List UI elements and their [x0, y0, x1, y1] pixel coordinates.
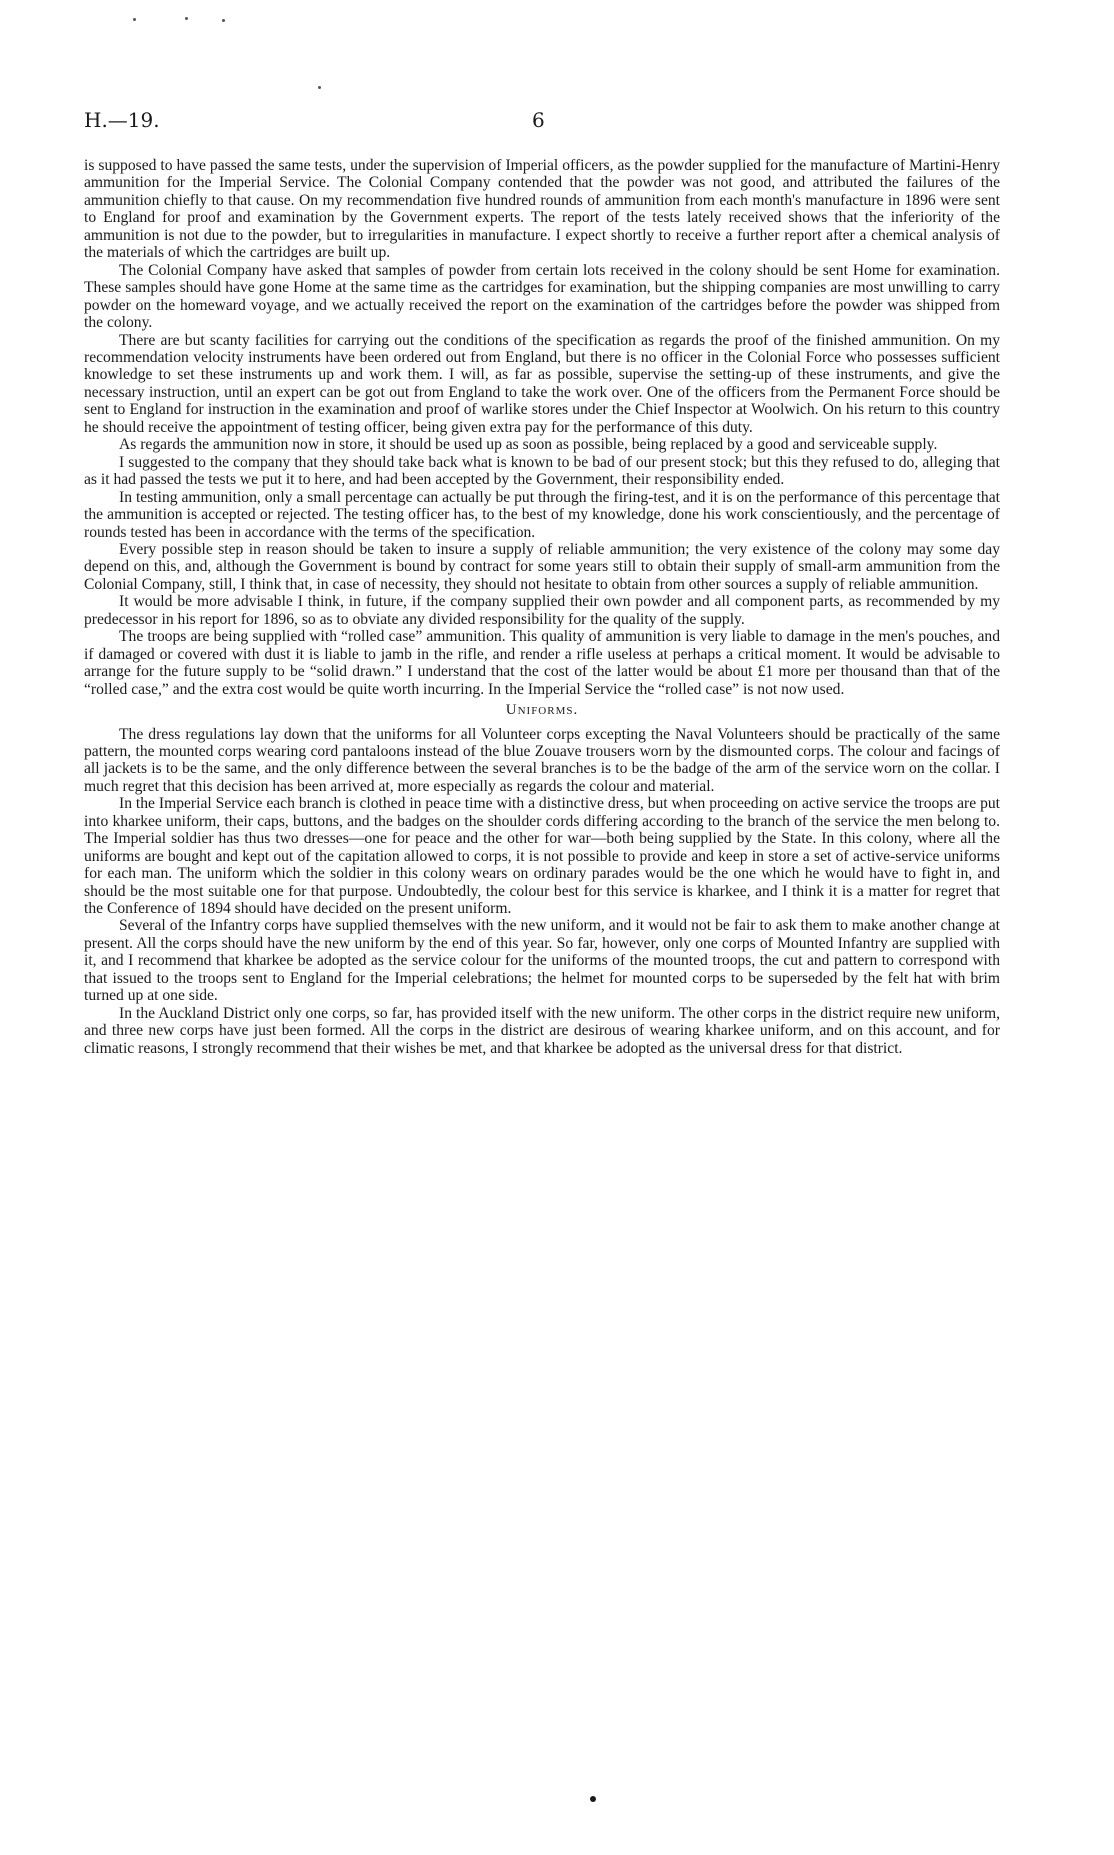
paragraph: Every possible step in reason should be taken to insure a supply of reliable ammunition; the very existence of the colony may some day depend on this, and, although the Government is bound by contract for some years still to obtain their supply of small-arm ammunition from the Colonial Company, still, I think that, in case of necessity, they should not hesitate to obtain from other sources a supply of reliable ammunition. — [84, 540, 1000, 593]
print-speck — [318, 86, 321, 89]
paragraph: is supposed to have passed the same tests, under the supervision of Imperial officers, as the powder supplied for the manufacture of Martini-Henry ammunition for the Imperial Service. The Colonial Company contended that the powder was not good, and attributed the failures of the ammunition chiefly to that cause. On my recommendation five hundred rounds of ammunition from each month's manufacture in 1896 were sent to England for proof and examination by the Government experts. The report of the tests lately received shows that the inferiority of the ammunition is not due to the powder, but to irregularities in manufacture. I expect shortly to receive a further report after a chemical analysis of the materials of which the cartridges are built up. — [84, 157, 1000, 262]
paragraph: The Colonial Company have asked that samples of powder from certain lots received in the colony should be sent Home for examination. These samples should have gone Home at the same time as the cartridges for examination, but the shipping companies are most unwilling to carry powder on the homeward voyage, and we actually received the report on the examination of the cartridges before the powder was shipped from the colony. — [84, 261, 1000, 332]
section-heading-uniforms: Uniforms. — [505, 702, 579, 719]
paragraph: There are but scanty facilities for carrying out the conditions of the specification as regards the proof of the finished ammunition. On my recommendation velocity instruments have been ordered out from England, but there is no officer in the Colonial Force who possesses sufficient knowledge to set these instruments up and work them. I will, as far as possible, supervise the setting-up of these instruments, and give the necessary instruction, until an expert can be got out from England to take the work over. One of the officers from the Permanent Force should be sent to England for instruction in the examination and proof of warlike stores under the Chief Inspector at Woolwich. On his return to this country he should receive the appointment of testing officer, being given extra pay for the performance of this duty. — [84, 331, 1000, 436]
document-body — [84, 157, 1000, 1057]
print-speck — [133, 18, 136, 21]
paragraph: The dress regulations lay down that the uniforms for all Volunteer corps excepting the Naval Volunteers should be practically of the same pattern, the mounted corps wearing cord pantaloons instead of the blue Zouave trousers worn by the dismounted corps. The colour and facings of all jackets is to be the same, and the only difference between the several branches is to be the badge of the arm of the service worn on the collar. I much regret that this decision has been arrived at, more especially as regards the colour and material. — [84, 725, 1000, 795]
paragraph: It would be more advisable I think, in future, if the company supplied their own powder and all component parts, as recommended by my predecessor in his report for 1896, so as to obviate any divided responsibility for the quality of the supply. — [84, 593, 1000, 628]
paragraph: In the Imperial Service each branch is clothed in peace time with a distinctive dress, but when proceeding on active service the troops are put into kharkee uniform, their caps, buttons, and the badges on the shoulder cords differing according to the branch of the service the men belong to. The Imperial soldier has thus two dresses—one for peace and the other for war—both being supplied by the State. In this colony, where all the uniforms are bought and kept out of the capitation allowed to corps, it is not possible to provide and keep in store a set of active-service uniforms for each man. The uniform which the soldier in this colony wears on ordinary parades would be the one which he would have to fight in, and should be the most suitable one for that purpose. Undoubtedly, the colour best for this service is kharkee, and I think it is a matter for regret that the Conference of 1894 should have decided on the present uniform. — [84, 795, 1000, 918]
print-speck — [222, 19, 225, 22]
paragraph: In testing ammunition, only a small percentage can actually be put through the firing-test, and it is on the performance of this percentage that the ammunition is accepted or rejected. The testing officer has, to the best of my knowledge, done his work conscientiously, and the percentage of rounds tested has been in accordance with the terms of the specification. — [84, 488, 1000, 541]
page-header — [84, 108, 1030, 138]
page-number: 6 — [532, 108, 545, 132]
footer-mark — [590, 1796, 596, 1802]
report-reference: H.—19. — [84, 108, 160, 132]
print-speck — [185, 17, 188, 20]
paragraph: As regards the ammunition now in store, it should be used up as soon as possible, being replaced by a good and serviceable supply. — [119, 436, 938, 454]
paragraph: The troops are being supplied with “rolled case” ammunition. This quality of ammunition is very liable to damage in the men's pouches, and if damaged or covered with dust it is liable to jamb in the rifle, and render a rifle useless at perhaps a critical moment. It would be advisable to arrange for the future supply to be “solid drawn.” I understand that the cost of the latter would be about £1 more per thousand than that of the “rolled case,” and the extra cost would be quite worth incurring. In the Imperial Service the “rolled case” is not now used. — [84, 628, 1000, 698]
paragraph: I suggested to the company that they should take back what is known to be bad of our present stock; but this they refused to do, alleging that as it had passed the tests we put it to here, and had been accepted by the Government, their responsibility ended. — [84, 453, 1000, 489]
paragraph: Several of the Infantry corps have supplied themselves with the new uniform, and it would not be fair to ask them to make another change at present. All the corps should have the new uniform by the end of this year. So far, however, only one corps of Mounted Infantry are supplied with it, and I recommend that kharkee be adopted as the service colour for the uniforms of the mounted troops, the cut and pattern to correspond with that issued to the troops sent to England for the Imperial celebrations; the helmet for mounted corps to be superseded by the felt hat with brim turned up at one side. — [84, 917, 1000, 1005]
paragraph: In the Auckland District only one corps, so far, has provided itself with the new uniform. The other corps in the district require new uniform, and three new corps have just been formed. All the corps in the district are desirous of wearing kharkee uniform, and on this account, and for climatic reasons, I strongly recommend that their wishes be met, and that kharkee be adopted as the universal dress for that district. — [84, 1004, 1000, 1057]
